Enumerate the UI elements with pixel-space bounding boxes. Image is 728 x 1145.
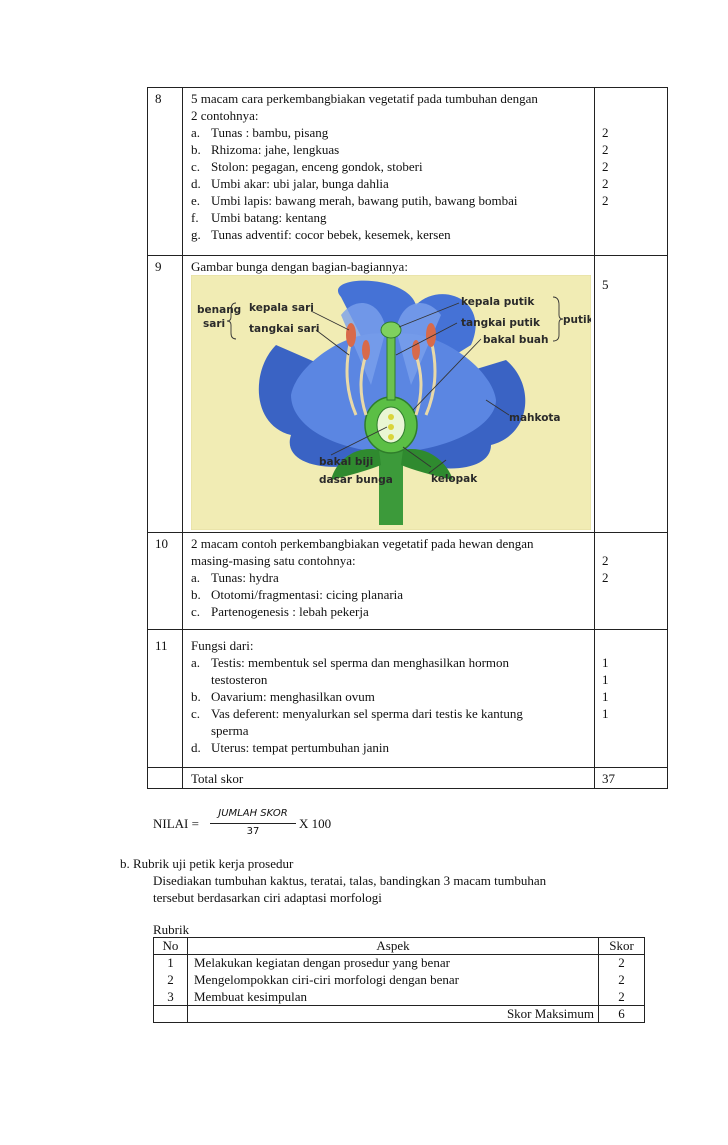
row-divider (147, 767, 667, 768)
cell-skor: 2 (599, 972, 645, 989)
list-marker: b. (191, 587, 201, 602)
flower-diagram (191, 275, 591, 530)
list-item (191, 141, 538, 158)
table-border-left (147, 87, 148, 789)
list-item-text: Oavarium: menghasilkan ovum (211, 689, 375, 704)
formula-multiplier: X 100 (299, 816, 332, 831)
label-bakal-buah: bakal buah (483, 334, 549, 346)
question-text: masing-masing satu contohnya: (191, 553, 356, 568)
list-marker: c. (191, 604, 201, 619)
label-tangkai-putik: tangkai putik (461, 317, 541, 329)
column-header: Skor (599, 938, 645, 955)
list-marker: a. (191, 125, 201, 140)
list-item-text: Stolon: pegagan, enceng gondok, stoberi (211, 159, 423, 174)
question-text: 5 macam cara perkembangbiakan vegetatif pada tumbuhan dengan (191, 91, 538, 106)
list-item (191, 586, 534, 603)
formula-label: NILAI = (153, 816, 199, 831)
column-header: No (154, 938, 188, 955)
answer-list (191, 654, 523, 756)
answer-list (191, 124, 538, 243)
table-border-right (667, 87, 668, 789)
table-border-top (147, 87, 667, 88)
question-content (191, 637, 523, 756)
score-value: 2 (602, 553, 609, 568)
list-item (191, 175, 538, 192)
max-score-value: 6 (599, 1006, 645, 1023)
score-column (602, 654, 609, 722)
list-item-text: Umbi lapis: bawang merah, bawang putih, bawang bombai (211, 193, 518, 208)
score-value: 2 (602, 159, 609, 174)
label-benang-sari: sari (203, 318, 226, 330)
anther-shape (362, 340, 370, 360)
list-marker: f. (191, 210, 199, 225)
list-marker: c. (191, 706, 201, 721)
list-item (191, 688, 523, 705)
section-description: tersebut berdasarkan ciri adaptasi morfologi (153, 890, 382, 905)
list-item-text: sperma (211, 723, 249, 738)
score-value: 2 (602, 125, 609, 140)
list-marker: b. (191, 689, 201, 704)
row-number: 11 (155, 638, 168, 653)
flower-illustration (191, 275, 591, 530)
score-value: 2 (602, 570, 609, 585)
stigma-shape (381, 322, 401, 338)
formula-denominator: 37 (246, 826, 260, 837)
pistil-style-shape (387, 335, 395, 400)
label-putik: putik (563, 314, 591, 326)
score-value: 2 (602, 142, 609, 157)
score-value: 1 (602, 706, 609, 721)
table-row (154, 972, 645, 989)
list-item (191, 654, 523, 688)
row-divider (147, 629, 667, 630)
question-content (191, 535, 534, 620)
list-item (191, 569, 534, 586)
label-kepala-putik: kepala putik (461, 296, 535, 308)
list-item-text: Partenogenesis : lebah pekerja (211, 604, 369, 619)
list-item-text: Tunas adventif: cocor bebek, kesemek, kersen (211, 227, 451, 242)
list-item-text: Rhizoma: jahe, lengkuas (211, 142, 340, 157)
question-content (191, 90, 538, 243)
table-border-bottom (147, 788, 667, 789)
label-kepala-sari: kepala sari (249, 302, 314, 314)
row-divider (147, 255, 667, 256)
cell-skor: 2 (599, 989, 645, 1006)
label-tangkai-sari: tangkai sari (249, 323, 320, 335)
cell-aspek: Mengelompokkan ciri-ciri morfologi dengan benar (188, 972, 599, 989)
list-marker: d. (191, 740, 201, 755)
table-row (154, 989, 645, 1006)
list-marker: e. (191, 193, 201, 208)
total-value: 37 (602, 771, 615, 786)
rubric-table (153, 937, 645, 1023)
label-bakal-biji: bakal biji (319, 456, 374, 468)
row-number: 10 (155, 536, 168, 551)
section-description: Disediakan tumbuhan kaktus, teratai, talas, bandingkan 3 macam tumbuhan (153, 873, 547, 888)
score-value: 1 (602, 672, 609, 687)
label-kelopak: kelopak (431, 473, 478, 485)
score-value: 5 (602, 277, 609, 292)
list-item-text: Vas deferent: menyalurkan sel sperma dari testis ke kantung (211, 706, 523, 721)
cell-no: 2 (154, 972, 188, 989)
table-header-row (154, 938, 645, 955)
score-column (602, 552, 609, 586)
rubric-label: Rubrik (153, 922, 190, 937)
list-marker: b. (191, 142, 201, 157)
cell-empty (154, 1006, 188, 1023)
list-marker: a. (191, 570, 201, 585)
list-item (191, 124, 538, 141)
label-dasar-bunga: dasar bunga (319, 474, 393, 486)
fraction-bar (210, 823, 296, 824)
answer-list (191, 569, 534, 620)
question-text: Fungsi dari: (191, 638, 254, 653)
list-item-text: Testis: membentuk sel sperma dan menghasilkan hormon (211, 655, 510, 670)
list-item-text: Ototomi/fragmentasi: cicing planaria (211, 587, 404, 602)
list-item-text: Uterus: tempat pertumbuhan janin (211, 740, 389, 755)
score-value: 1 (602, 655, 609, 670)
list-item (191, 739, 523, 756)
list-item-text: Tunas: hydra (211, 570, 279, 585)
score-value: 2 (602, 193, 609, 208)
column-header: Aspek (188, 938, 599, 955)
list-item-text: Tunas : bambu, pisang (211, 125, 329, 140)
column-divider (594, 87, 595, 789)
max-score-label: Skor Maksimum (188, 1006, 599, 1023)
list-item (191, 603, 534, 620)
label-benang-sari: benang (197, 304, 242, 316)
list-marker: a. (191, 655, 201, 670)
cell-aspek: Melakukan kegiatan dengan prosedur yang benar (188, 955, 599, 972)
total-label: Total skor (191, 771, 244, 786)
question-text: Gambar bunga dengan bagian-bagiannya: (191, 259, 408, 274)
list-marker: g. (191, 227, 201, 242)
row-number: 9 (155, 259, 162, 274)
row-number: 8 (155, 91, 162, 106)
column-divider (182, 87, 183, 789)
list-item (191, 192, 538, 209)
list-item-text: Umbi akar: ubi jalar, bunga dahlia (211, 176, 389, 191)
cell-aspek: Membuat kesimpulan (188, 989, 599, 1006)
question-text: 2 contohnya: (191, 108, 259, 123)
label-mahkota: mahkota (509, 412, 561, 424)
list-item-text: Umbi batang: kentang (211, 210, 327, 225)
list-item (191, 226, 538, 243)
score-value: 2 (602, 176, 609, 191)
table-footer-row (154, 1006, 645, 1023)
cell-no: 1 (154, 955, 188, 972)
list-marker: d. (191, 176, 201, 191)
list-item-text: testosteron (211, 672, 268, 687)
list-item (191, 705, 523, 739)
table-row (154, 955, 645, 972)
list-marker: c. (191, 159, 201, 174)
score-column (602, 124, 609, 209)
section-heading: b. Rubrik uji petik kerja prosedur (120, 856, 294, 871)
question-text: 2 macam contoh perkembangbiakan vegetatif pada hewan dengan (191, 536, 534, 551)
cell-skor: 2 (599, 955, 645, 972)
row-divider (147, 532, 667, 533)
score-value: 1 (602, 689, 609, 704)
list-item (191, 158, 538, 175)
formula-numerator: JUMLAH SKOR (218, 808, 288, 819)
cell-no: 3 (154, 989, 188, 1006)
list-item (191, 209, 538, 226)
anther-shape (346, 323, 356, 347)
